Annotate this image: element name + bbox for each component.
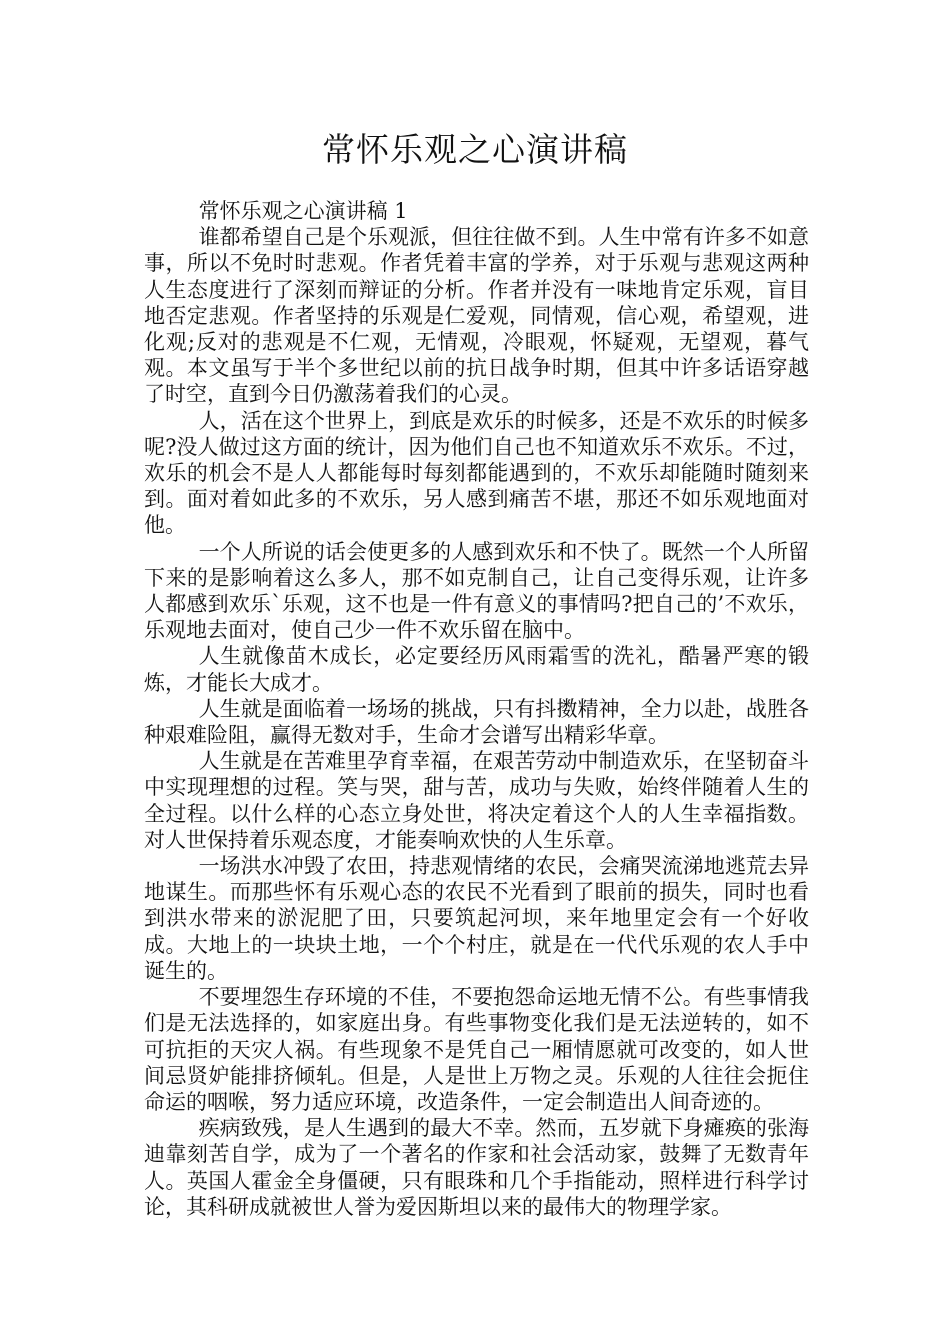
paragraph: 人生就是面临着一场场的挑战，只有抖擞精神，全力以赴，战胜各种艰难险阻，赢得无数对手，生命才会谱写出精彩华章。 [144,696,809,748]
document-subtitle: 常怀乐观之心演讲稿 1 [198,199,408,223]
paragraph: 疾病致残，是人生遇到的最大不幸。然而，五岁就下身瘫痪的张海迪靠刻苦自学，成为了一个著名的作家和社会活动家，鼓舞了无数青年人。英国人霍金全身僵硬，只有眼珠和几个手指能动，照样进行科学讨论，其科研成就被世人誉为爱因斯坦以来的最伟大的物理学家。 [144,1116,809,1219]
document-title: 常怀乐观之心演讲稿 [322,130,628,169]
paragraph: 人，活在这个世界上，到底是欢乐的时候多，还是不欢乐的时候多呢?没人做过这方面的统计，因为他们自己也不知道欢乐不欢乐。不过，欢乐的机会不是人人都能每时每刻都能遇到的，不欢乐却能随时随刻来到。面对着如此多的不欢乐，另人感到痛苦不堪，那还不如乐观地面对他。 [144,408,809,538]
paragraph: 人生就像苗木成长，必定要经历风雨霜雪的洗礼，酷暑严寒的锻炼，才能长大成才。 [144,644,809,695]
paragraph: 谁都希望自己是个乐观派，但往往做不到。人生中常有许多不如意事，所以不免时时悲观。作者凭着丰富的学养，对于乐观与悲观这两种人生态度进行了深刻而辩证的分析。作者并没有一味地肯定乐观，盲目地否定悲观。作者坚持的乐观是仁爱观，同情观，信心观，希望观，进化观;反对的悲观是不仁观，无情观，冷眼观，怀疑观，无望观，暮气观。本文虽写于半个多世纪以前的抗日战争时期，但其中许多话语穿越了时空，直到今日仍激荡着我们的心灵。 [144,225,809,407]
paragraph: 不要埋怨生存环境的不佳，不要抱怨命运地无情不公。有些事情我们是无法选择的，如家庭出身。有些事物变化我们是无法逆转的，如不可抗拒的天灾人祸。有些现象不是凭自己一厢情愿就可改变的，如人世间忌贤妒能排挤倾轧。但是，人是世上万物之灵。乐观的人往往会扼住命运的咽喉，努力适应环境，改造条件，一定会制造出人间奇迹的。 [144,985,809,1114]
paragraph: 人生就是在苦难里孕育幸福，在艰苦劳动中制造欢乐，在坚韧奋斗中实现理想的过程。笑与哭，甜与苦，成功与失败，始终伴随着人生的全过程。以什么样的心态立身处世，将决定着这个人的人生幸福指数。对人世保持着乐观态度，才能奏响欢快的人生乐章。 [144,749,809,852]
paragraph: 一场洪水冲毁了农田，持悲观情绪的农民，会痛哭流涕地逃荒去异地谋生。而那些怀有乐观心态的农民不光看到了眼前的损失，同时也看到洪水带来的淤泥肥了田，只要筑起河坝，来年地里定会有一个好收成。大地上的一块块土地，一个个村庄，就是在一代代乐观的农人手中诞生的。 [144,854,809,983]
paragraph: 一个人所说的话会使更多的人感到欢乐和不快了。既然一个人所留下来的是影响着这么多人，那不如克制自己，让自己变得乐观，让许多人都感到欢乐`乐观，这不也是一件有意义的事情吗?把自己的’不欢乐，乐观地去面对，使自己少一件不欢乐留在脑中。 [144,539,809,643]
document-body [144,198,809,1220]
